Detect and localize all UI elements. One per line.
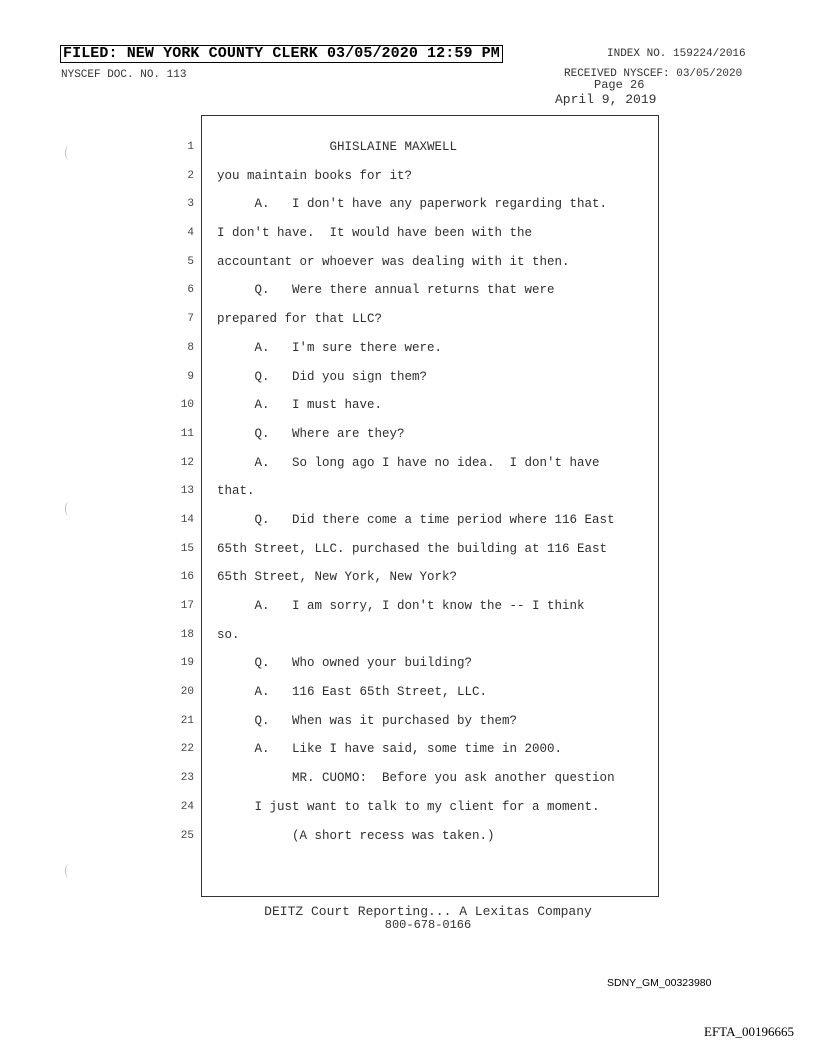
line-number: 17 [180,600,194,612]
margin-mark [65,864,72,878]
transcript-line: Q. When was it purchased by them? [217,713,518,728]
transcript-line: I just want to talk to my client for a moment. [217,799,600,814]
transcript-line: so. [217,627,240,642]
transcript-line: (A short recess was taken.) [217,828,495,843]
line-number: 15 [180,542,194,555]
transcript-line: Q. Were there annual returns that were [217,283,555,298]
transcript-line: you maintain books for it? [217,168,413,183]
line-number: 3 [187,198,194,211]
transcript-line: 65th Street, LLC. purchased the building at 116 East [217,541,608,556]
line-number: 12 [180,456,194,469]
line-number: 5 [187,255,194,268]
nyscef-doc-number: NYSCEF DOC. NO. 113 [61,69,187,81]
line-number: 1 [187,141,194,153]
transcript-line: that. [217,484,255,499]
line-number: 25 [180,829,194,842]
line-number: 23 [180,772,194,785]
margin-mark [65,146,72,160]
transcript-line: accountant or whoever was dealing with it then. [217,254,570,269]
margin-mark [65,502,72,516]
line-number: 2 [187,169,194,182]
efta-number: EFTA_00196665 [704,1024,794,1039]
transcript-line: A. I don't have any paperwork regarding that. [217,197,608,212]
line-number: 21 [180,714,194,727]
line-number: 11 [180,427,194,440]
line-number: 18 [180,628,194,641]
transcript-text-column [217,133,657,850]
page-number: Page 26 [594,78,645,92]
transcript-line: A. Like I have said, some time in 2000. [217,742,563,757]
filed-stamp: FILED: NEW YORK COUNTY CLERK 03/05/2020 12:59 PM [60,45,503,63]
line-number: 24 [180,800,194,813]
transcript-line: 65th Street, New York, New York? [217,570,458,585]
transcript-date: April 9, 2019 [555,92,657,107]
line-number: 8 [187,341,194,354]
line-number: 20 [180,686,194,699]
court-reporter-phone: 800-678-0166 [384,918,472,932]
line-number: 6 [187,284,194,297]
line-number: 19 [180,657,194,670]
court-reporter-name: DEITZ Court Reporting... A Lexitas Company [264,904,592,919]
transcript-line: MR. CUOMO: Before you ask another question [217,771,615,786]
transcript-line: A. So long ago I have no idea. I don't have [217,455,600,470]
line-number: 4 [187,227,194,240]
transcript-line: Q. Did there come a time period where 116 East [217,512,615,527]
line-number-column [150,133,194,850]
transcript-line: prepared for that LLC? [217,312,383,327]
transcript-line: GHISLAINE MAXWELL [217,140,458,154]
transcript-line: I don't have. It would have been with the [217,226,533,241]
transcript-line: Q. Where are they? [217,426,405,441]
transcript-line: Q. Did you sign them? [217,369,428,384]
line-number: 7 [187,313,194,326]
line-number: 14 [180,513,194,526]
line-number: 9 [187,370,194,383]
transcript-line: A. 116 East 65th Street, LLC. [217,685,488,700]
bates-number: SDNY_GM_00323980 [607,977,712,989]
index-number: INDEX NO. 159224/2016 [607,48,746,60]
transcript-line: A. I'm sure there were. [217,340,443,355]
line-number: 16 [180,571,194,584]
line-number: 13 [180,485,194,498]
line-number: 10 [180,399,194,412]
transcript-line: Q. Who owned your building? [217,656,473,671]
transcript-line: A. I must have. [217,398,383,413]
transcript-line: A. I am sorry, I don't know the -- I think [217,599,585,613]
received-stamp: RECEIVED NYSCEF: 03/05/2020 [564,68,743,80]
line-number: 22 [180,743,194,756]
